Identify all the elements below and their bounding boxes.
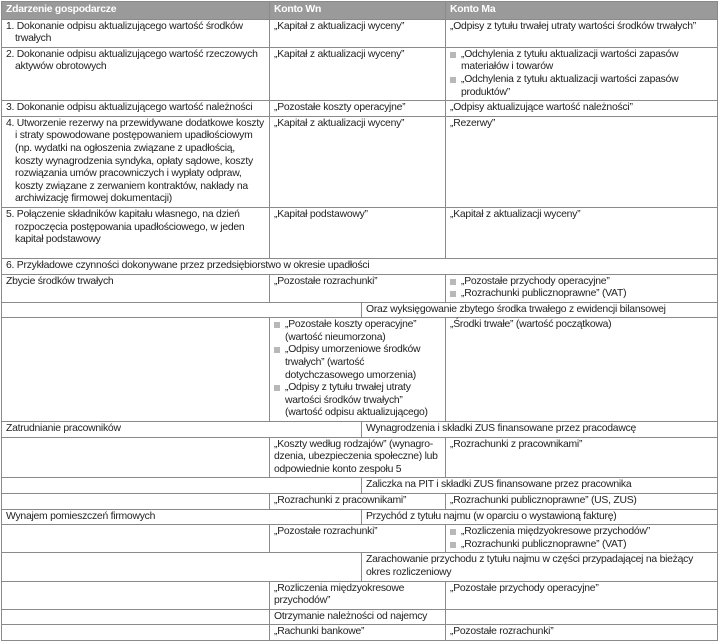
list-item: „Odpisy umorzeniowe środków trwałych” (wartość dotychczasowego umorzenia) — [274, 344, 441, 382]
list-item: „Odpisy z tytułu trwałej utraty wartości środków trwałych” (wartość odpisu aktualizującego) — [274, 382, 441, 420]
list-item: „Pozostałe koszty operacyjne” (wartość nieumorzona) — [274, 319, 441, 344]
wn-cell: „Kapitał z aktualizacji wyceny” — [270, 19, 446, 47]
table-row — [2, 318, 718, 422]
subheader-row — [2, 302, 718, 318]
header-wn: Konto Wn — [270, 2, 446, 20]
event-cell: 2. Dokonanie odpisu aktualizującego wartość rzeczowych aktywów obrotowych — [2, 47, 270, 100]
wn-cell: „Rozrachunki z pracownikami” — [270, 494, 446, 510]
wn-cell: „Pozostałe koszty operacyjne” — [270, 101, 446, 117]
subheader-text: Zaliczka na PIT i składki ZUS finansowane przez pracownika — [362, 478, 718, 494]
ma-cell: „Odpisy aktualizujące wartość należności” — [446, 101, 718, 117]
ma-cell — [446, 47, 718, 100]
list-item: „Pozostałe przychody operacyjne” — [450, 276, 713, 289]
wn-cell: „Kapitał podstawowy” — [270, 207, 446, 258]
wn-cell — [270, 318, 446, 422]
table-row — [2, 19, 718, 47]
section-title: 6. Przykładowe czynności dokonywane przez przedsiębiorstwo w okresie upadłości — [2, 258, 718, 274]
wn-cell: „Kapitał z aktualizacji wyceny” — [270, 47, 446, 100]
subheader-left — [2, 553, 362, 581]
wn-list — [274, 319, 441, 420]
subheader-row — [2, 478, 718, 494]
subheader-text: Wynagrodzenia i składki ZUS finansowane przez pracodawcę — [362, 422, 718, 438]
event-cell — [2, 625, 270, 641]
ma-cell — [446, 609, 718, 625]
subheader-text: Przychód z tytułu najmu (w oparciu o wystawioną fakturę) — [362, 509, 718, 525]
list-item: „Rozliczenia międzyokresowe przychodów” — [450, 526, 713, 539]
ma-cell: „Kapitał z aktualizacji wyceny” — [446, 207, 718, 258]
event-cell: 3. Dokonanie odpisu aktualizującego wartość należności — [2, 101, 270, 117]
ma-cell: „Pozostałe rozrachunki” — [446, 625, 718, 641]
event-cell: Zatrudnianie pracowników — [2, 422, 362, 438]
table-row — [2, 609, 718, 625]
wn-cell: „Pozostałe rozrachunki” — [270, 525, 446, 553]
list-item: „Odchylenia z tytułu aktualizacji wartości zapasów materiałów i towarów — [450, 49, 713, 74]
header-event: Zdarzenie gospodarcze — [2, 2, 270, 20]
subheader-row — [2, 422, 718, 438]
event-cell — [2, 437, 270, 478]
event-cell: 1. Dokonanie odpisu aktualizującego wartość środków trwałych — [2, 19, 270, 47]
accounting-table — [1, 1, 718, 641]
event-cell — [2, 494, 270, 510]
wn-cell: „Kapitał z aktualizacji wyceny” — [270, 116, 446, 207]
subheader-row — [2, 553, 718, 581]
accounting-table-container — [1, 1, 717, 641]
ma-list — [450, 49, 713, 99]
subheader-row — [2, 509, 718, 525]
list-item: „Rozrachunki publicznoprawne” (VAT) — [450, 539, 713, 552]
ma-cell: „Odpisy z tytułu trwałej utraty wartości środków trwałych” — [446, 19, 718, 47]
event-cell: 4. Utworzenie rezerwy na przewidywane dodatkowe koszty i straty spowodowane postępowaniem upadłościowym (np. wydatki na ogłoszenia związane z upadłością, koszty wynagrodzenia syndyka, opłaty sądowe, koszty rozwiązania umów pracowniczych i wypłaty odpraw, koszty związane z zerwaniem kontraktów, nakłady na archiwizację firmowej dokumentacji) — [2, 116, 270, 207]
header-ma: Konto Ma — [446, 2, 718, 20]
wn-cell: „Pozostałe rozrachunki” — [270, 274, 446, 302]
wn-cell: „Rozliczenia międzyokresowe przychodów” — [270, 581, 446, 609]
event-cell: Zbycie środków trwałych — [2, 274, 270, 302]
ma-cell: „Rozrachunki publicznoprawne” (US, ZUS) — [446, 494, 718, 510]
event-cell: Wynajem pomieszczeń firmowych — [2, 509, 362, 525]
wn-cell: Otrzymanie należności od najemcy — [270, 609, 446, 625]
list-item: „Rozrachunki publicznoprawne” (VAT) — [450, 288, 713, 301]
table-row — [2, 116, 718, 207]
ma-cell: „Rezerwy” — [446, 116, 718, 207]
event-cell — [2, 318, 270, 422]
table-row — [2, 207, 718, 258]
event-cell — [2, 609, 270, 625]
table-row — [2, 494, 718, 510]
section-row — [2, 258, 718, 274]
wn-cell: „Koszty według rodzajów” (wynagro-dzenia, ubezpieczenia społeczne) lub odpowiednie konto zespołu 5 — [270, 437, 446, 478]
table-row — [2, 525, 718, 553]
header-row — [2, 2, 718, 20]
subheader-left — [2, 302, 362, 318]
table-row — [2, 47, 718, 100]
ma-cell: „Rozrachunki z pracownikami” — [446, 437, 718, 478]
event-cell: 5. Połączenie składników kapitału własnego, na dzień rozpoczęcia postępowania upadłościowego, w jeden kapitał podstawowy — [2, 207, 270, 258]
ma-cell — [446, 525, 718, 553]
ma-list — [450, 276, 713, 301]
ma-cell: „Środki trwałe” (wartość początkowa) — [446, 318, 718, 422]
table-row — [2, 274, 718, 302]
subheader-text: Oraz wyksięgowanie zbytego środka trwałego z ewidencji bilansowej — [362, 302, 718, 318]
subheader-text: Zarachowanie przychodu z tytułu najmu w części przypadającej na bieżący okres rozliczeniowy — [362, 553, 718, 581]
wn-cell: „Rachunki bankowe” — [270, 625, 446, 641]
ma-list — [450, 526, 713, 551]
event-cell — [2, 581, 270, 609]
table-row — [2, 625, 718, 641]
table-row — [2, 101, 718, 117]
table-row — [2, 437, 718, 478]
subheader-left — [2, 478, 362, 494]
event-cell — [2, 525, 270, 553]
ma-cell — [446, 274, 718, 302]
ma-cell: „Pozostałe przychody operacyjne” — [446, 581, 718, 609]
table-row — [2, 581, 718, 609]
list-item: „Odchylenia z tytułu aktualizacji wartości zapasów produktów” — [450, 74, 713, 99]
